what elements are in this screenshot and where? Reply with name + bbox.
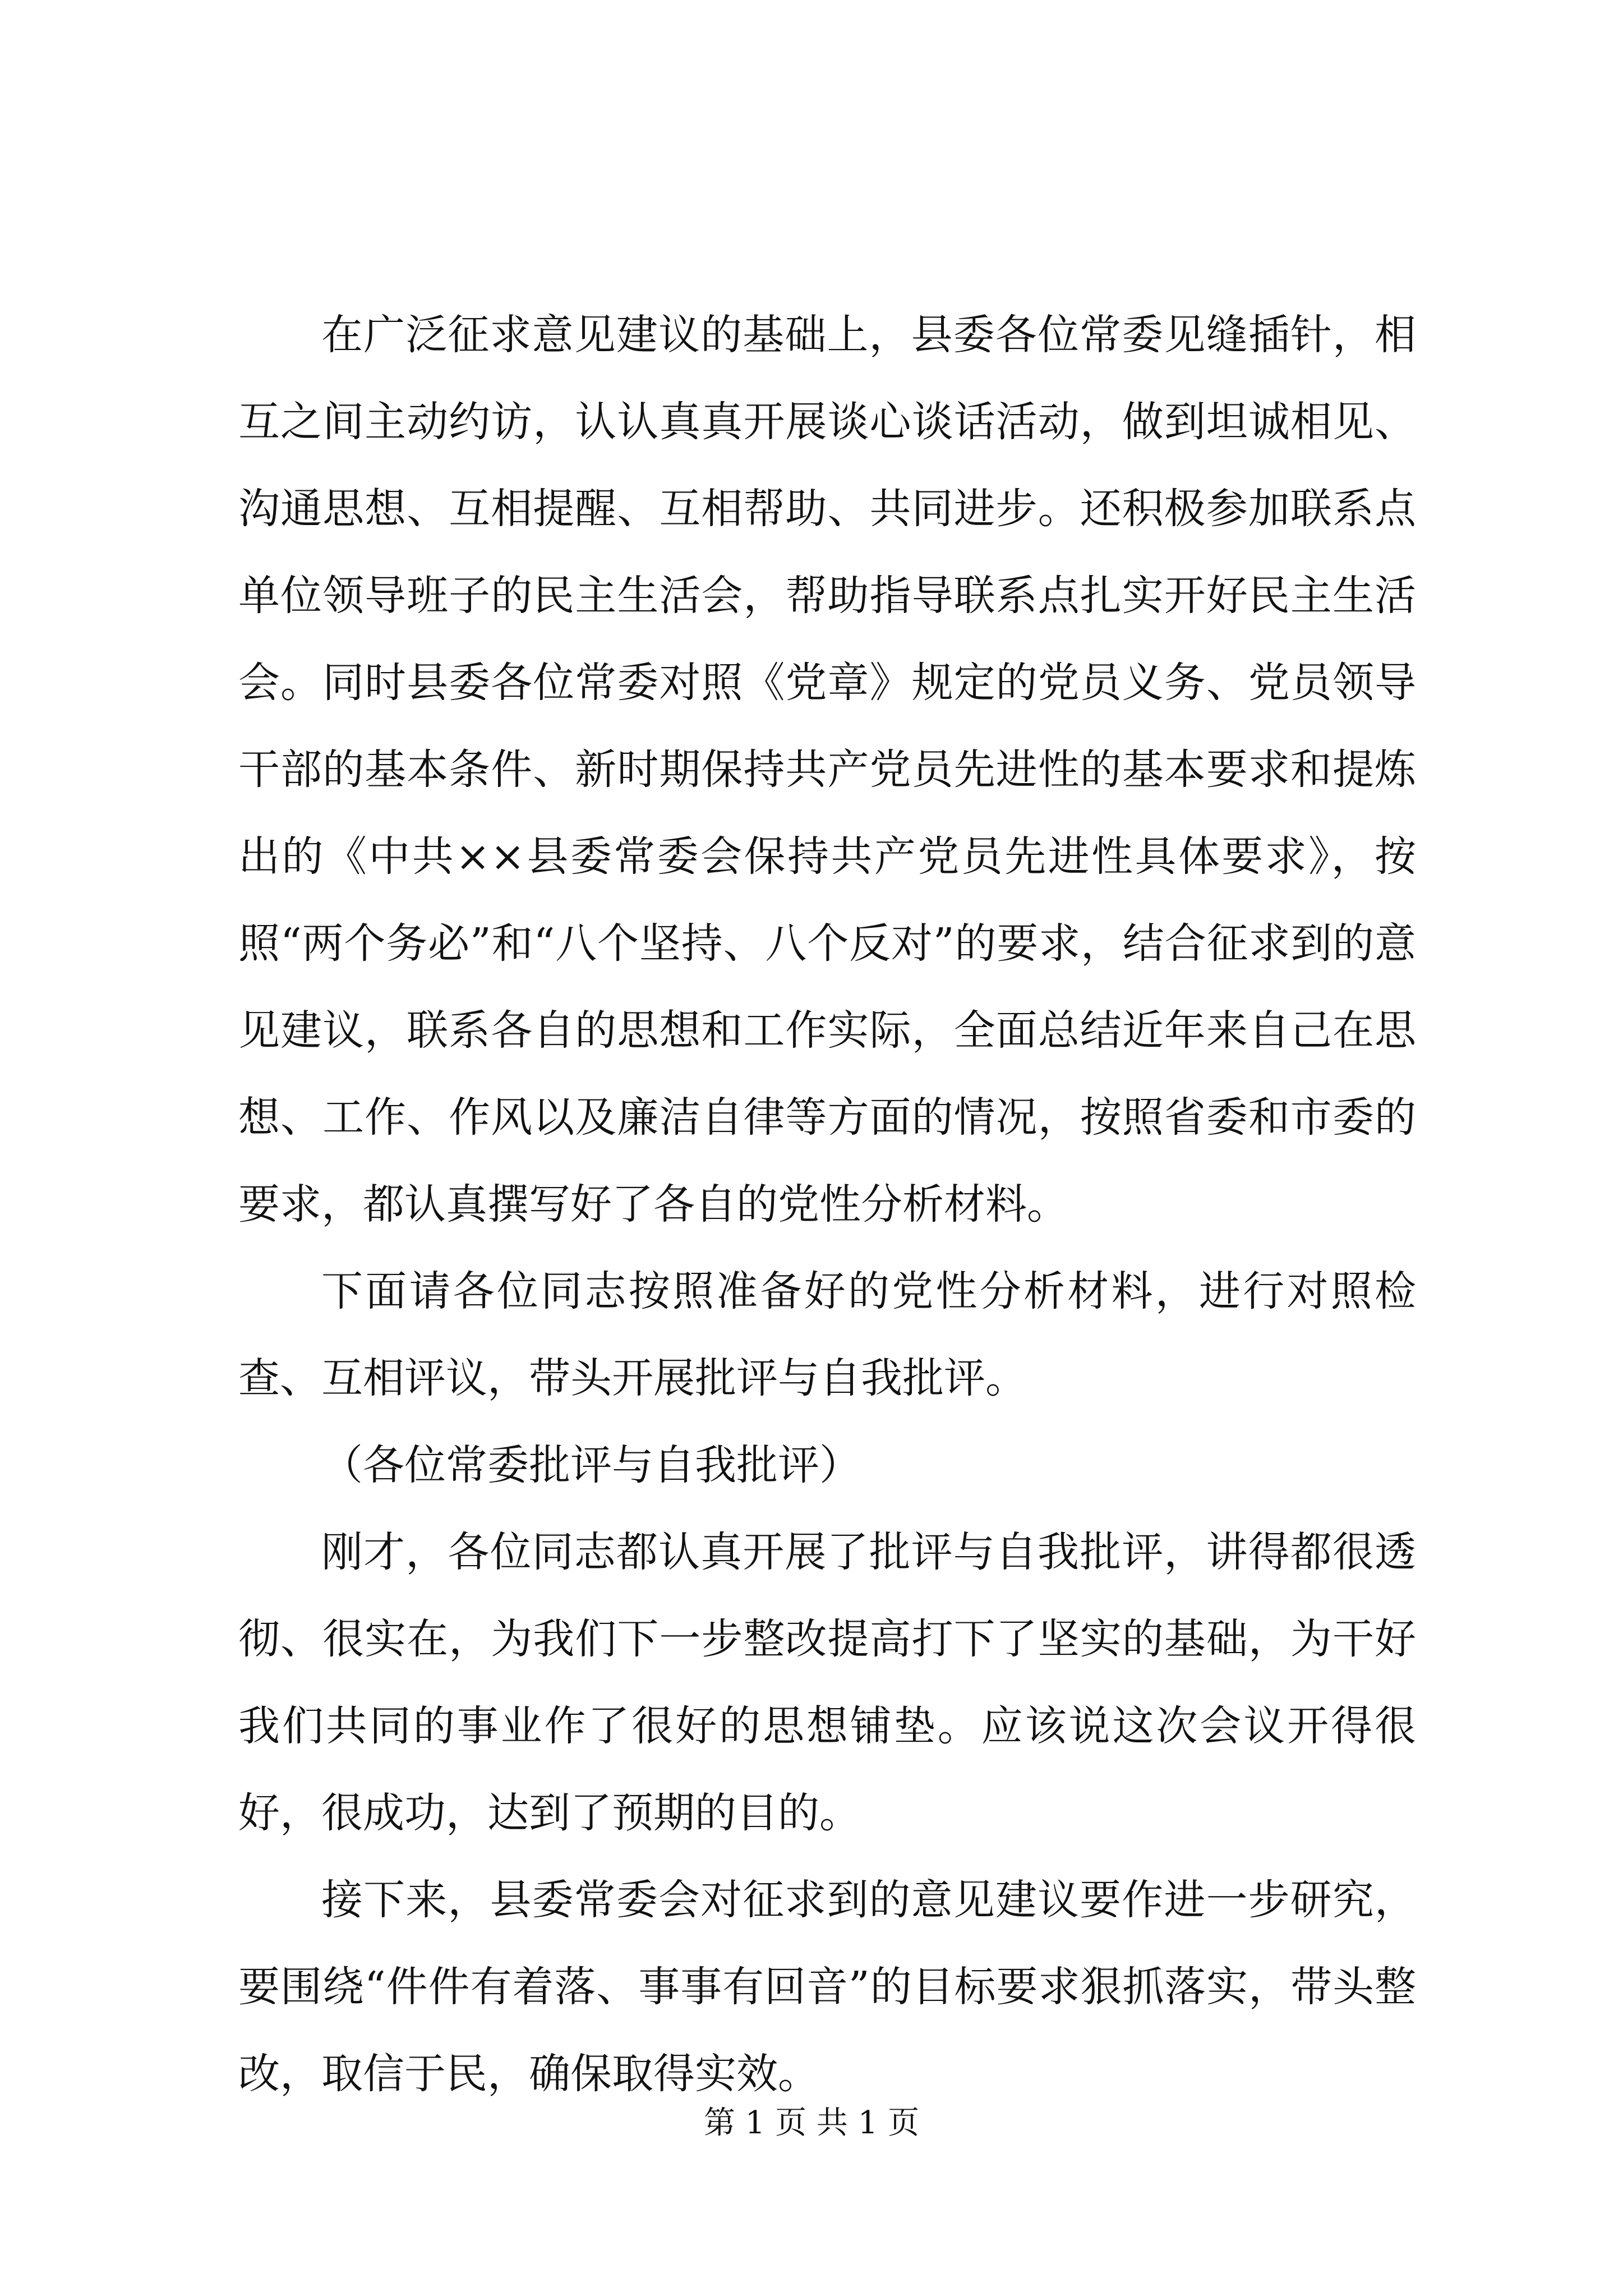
document-body [238,292,1416,2118]
paragraph-1: 在广泛征求意见建议的基础上，县委各位常委见缝插针，相互之间主动约访，认认真真开展谈心谈话活动，做到坦诚相见、沟通思想、互相提醒、互相帮助、共同进步。还积极参加联系点单位领导班子的民主生活会，帮助指导联系点扎实开好民主生活会。同时县委各位常委对照《党章》规定的党员义务、党员领导干部的基本条件、新时期保持共产党员先进性的基本要求和提炼出的《中共××县委常委会保持共产党员先进性具体要求》，按照“两个务必”和“八个坚持、八个反对”的要求，结合征求到的意见建议，联系各自的思想和工作实际，全面总结近年来自己在思想、工作、作风以及廉洁自律等方面的情况，按照省委和市委的要求，都认真撰写好了各自的党性分析材料。 [238,311,1416,1228]
paragraph-5: 接下来，县委常委会对征求到的意见建议要作进一步研究，要围绕“件件有着落、事事有回音”的目标要求狠抓落实，带头整改，取信于民，确保取得实效。 [238,1876,1416,2098]
paragraph-2: 下面请各位同志按照准备好的党性分析材料，进行对照检查、互相评议，带头开展批评与自我批评。 [238,1267,1416,1402]
page-footer: 第 1 页 共 1 页 [703,2105,920,2141]
paragraph-4: 刚才，各位同志都认真开展了批评与自我批评，讲得都很透彻、很实在，为我们下一步整改提高打下了坚实的基础，为干好我们共同的事业作了很好的思想铺垫。应该说这次会议开得很好，很成功，达到了预期的目的。 [238,1528,1416,1837]
paragraph-3: （各位常委批评与自我批评） [321,1441,861,1489]
